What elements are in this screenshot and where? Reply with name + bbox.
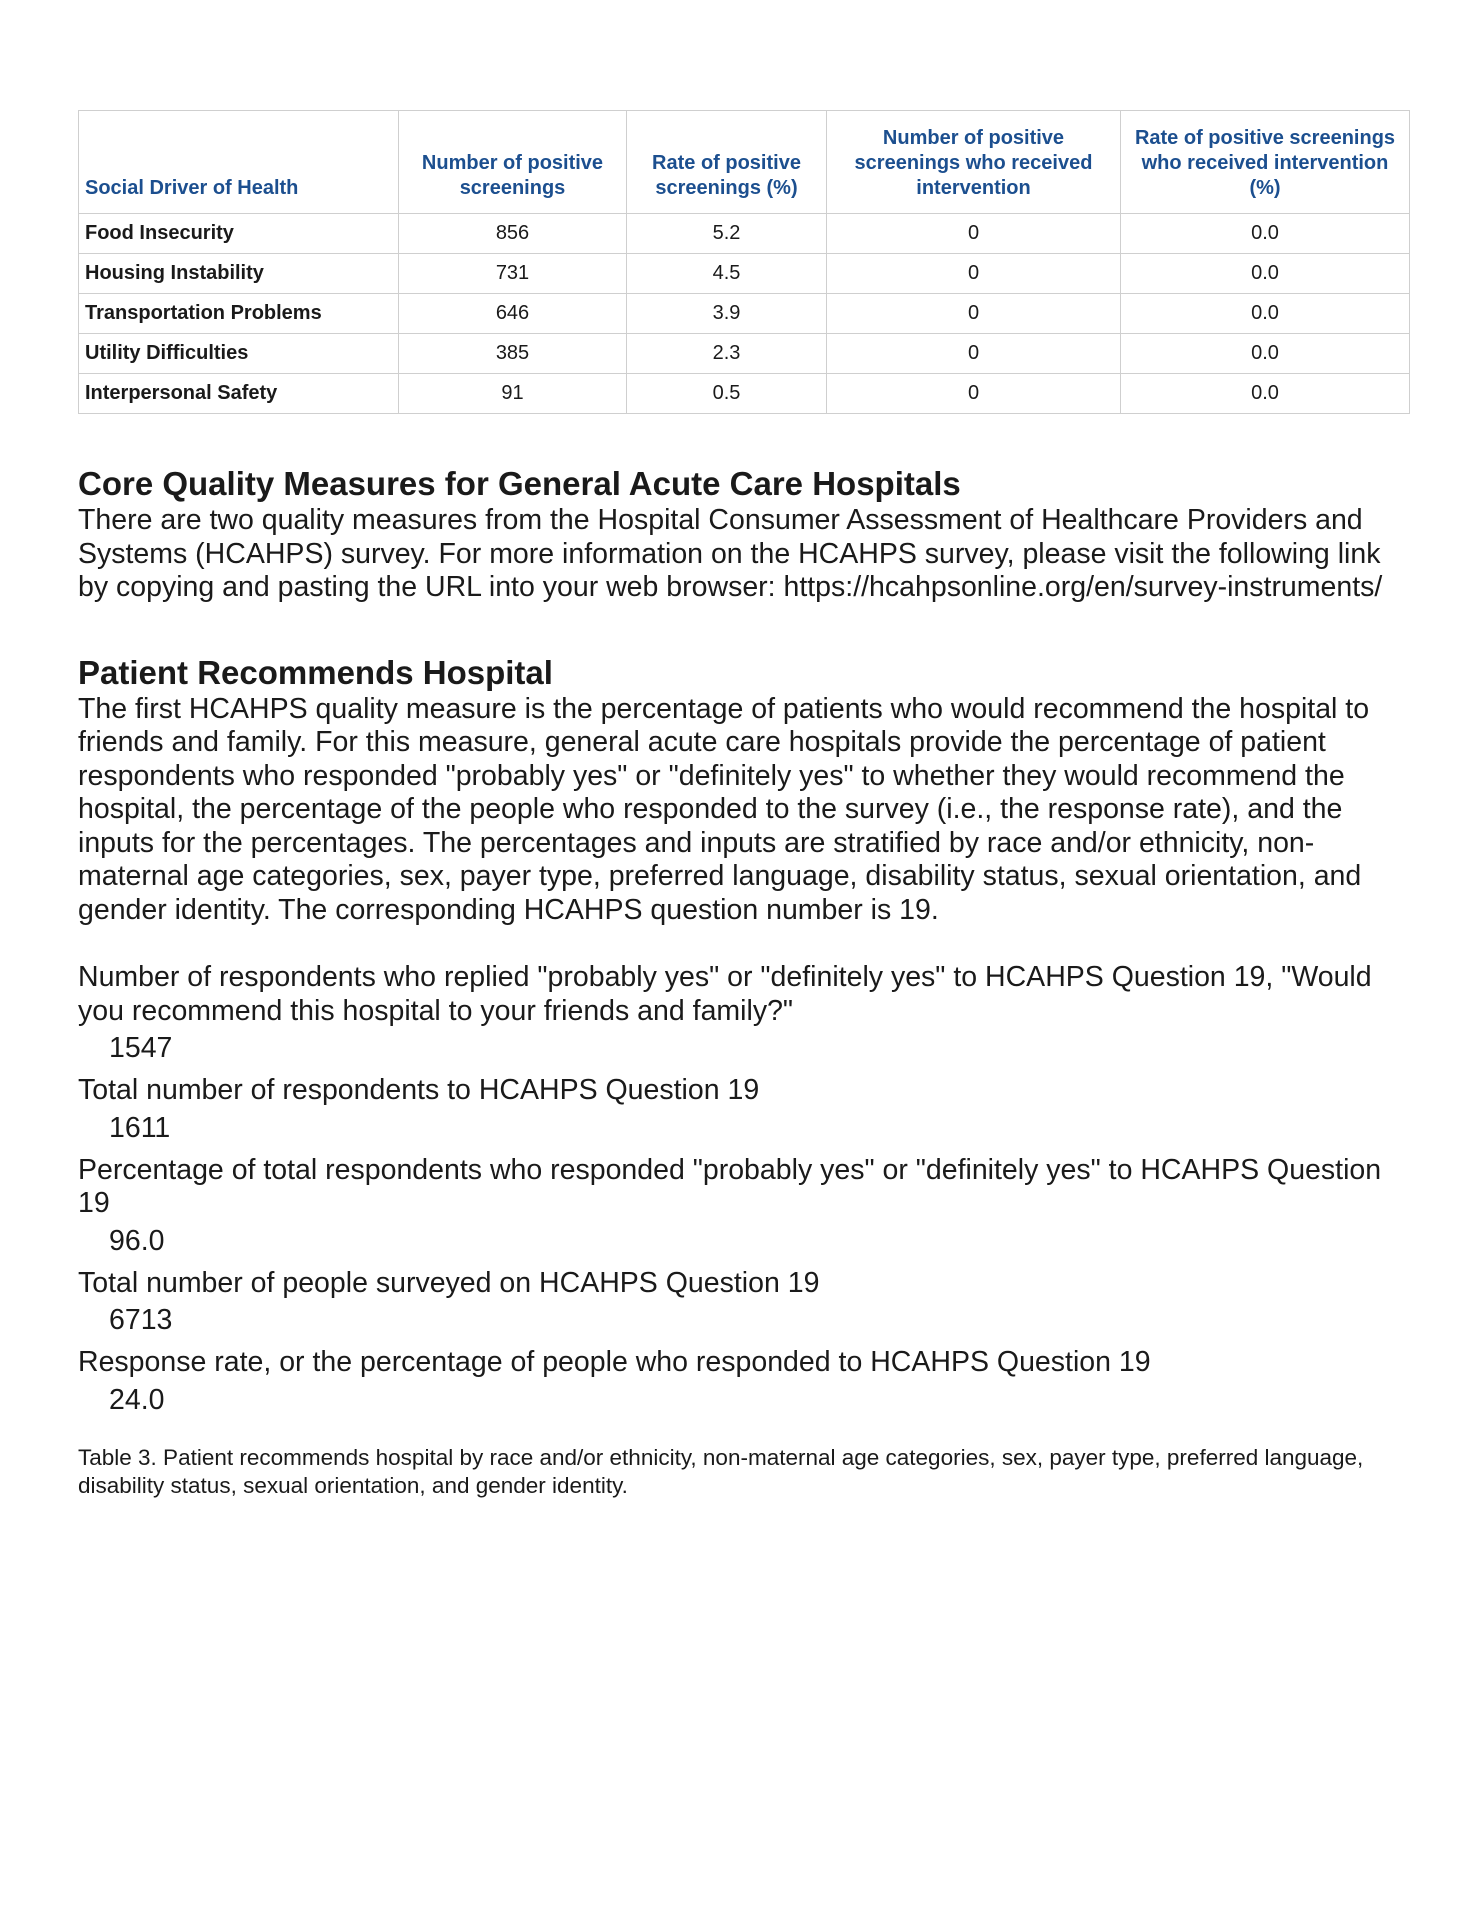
cell-positive: 385: [399, 334, 627, 374]
cell-intervention-rate: 0.0: [1121, 294, 1410, 334]
cell-intervention-rate: 0.0: [1121, 374, 1410, 414]
metric-item: [78, 1346, 1409, 1420]
table-row: [79, 374, 1410, 414]
cell-intervention: 0: [827, 374, 1121, 414]
recommends-heading: Patient Recommends Hospital: [78, 653, 553, 691]
cell-rate: 2.3: [627, 334, 827, 374]
table-row: [79, 334, 1410, 374]
cell-positive: 646: [399, 294, 627, 334]
cell-positive: 731: [399, 254, 627, 294]
core-quality-heading: Core Quality Measures for General Acute Care Hospitals: [78, 465, 961, 502]
table-row: [79, 254, 1410, 294]
col-header-intervention-rate: Rate of positive screenings who received intervention (%): [1121, 111, 1410, 214]
table-row: [79, 294, 1410, 334]
metric-value: 6713: [109, 1304, 173, 1336]
metric-label: Total number of people surveyed on HCAHPS Question 19: [78, 1266, 820, 1299]
metric-value: 1611: [109, 1111, 171, 1144]
document-page: [78, 110, 1409, 1500]
metric-value: 96.0: [109, 1224, 165, 1257]
col-header-positive: Number of positive screenings: [399, 111, 627, 214]
cell-intervention-rate: 0.0: [1121, 254, 1410, 294]
cell-intervention-rate: 0.0: [1121, 214, 1410, 254]
col-header-rate: Rate of positive screenings (%): [627, 111, 827, 214]
row-label: Housing Instability: [79, 254, 399, 294]
metric-value: 24.0: [109, 1383, 165, 1416]
row-label: Food Insecurity: [79, 214, 399, 254]
cell-intervention: 0: [827, 334, 1121, 374]
recommends-paragraph: The first HCAHPS quality measure is the percentage of patients who would recommend the hospital to friends and family. For this measure, general acute care hospitals provide the percentage of patient respondents who responded "probably yes" or "definitely yes" to whether they would recommend the hospital, the percentage of the people who responded to the survey (i.e., the response rate), and the inputs for the percentages. The percentages and inputs are stratified by race and/or ethnicity, non-maternal age categories, sex, payer type, preferred language, disability status, sexual orientation, and gender identity. The corresponding HCAHPS question number is 19.: [78, 692, 1370, 926]
row-label: Interpersonal Safety: [79, 374, 399, 414]
col-header-intervention: Number of positive screenings who received intervention: [827, 111, 1121, 214]
cell-intervention-rate: 0.0: [1121, 334, 1410, 374]
col-header-driver: Social Driver of Health: [79, 111, 399, 214]
metric-item: [78, 1154, 1409, 1261]
row-label: Transportation Problems: [79, 294, 399, 334]
cell-rate: 3.9: [627, 294, 827, 334]
cell-positive: 91: [399, 374, 627, 414]
metrics-list: [78, 961, 1409, 1420]
cell-rate: 4.5: [627, 254, 827, 294]
cell-intervention: 0: [827, 214, 1121, 254]
cell-rate: 0.5: [627, 374, 827, 414]
metric-item: [78, 1267, 1409, 1341]
cell-positive: 856: [399, 214, 627, 254]
cell-rate: 5.2: [627, 214, 827, 254]
row-label: Utility Difficulties: [79, 334, 399, 374]
metric-value: 1547: [109, 1032, 173, 1064]
sdoh-screening-table: [78, 110, 1410, 414]
metric-label: Number of respondents who replied "probably yes" or "definitely yes" to HCAHPS Question 19, "Would you recommend this hospital to your friends and family?": [78, 961, 1372, 1027]
metric-label: Response rate, or the percentage of people who responded to HCAHPS Question 19: [78, 1346, 1151, 1378]
cell-intervention: 0: [827, 254, 1121, 294]
table-row: [79, 214, 1410, 254]
metric-item: [78, 1074, 1409, 1148]
metric-label: Percentage of total respondents who responded "probably yes" or "definitely yes" to HCAHPS Question 19: [78, 1153, 1382, 1219]
metric-label: Total number of respondents to HCAHPS Question 19: [78, 1074, 760, 1106]
table-header-row: [79, 111, 1410, 214]
core-quality-paragraph: There are two quality measures from the Hospital Consumer Assessment of Healthcare Providers and Systems (HCAHPS) survey. For more information on the HCAHPS survey, please visit the following link by copying and pasting the URL into your web browser: https://hcahpsonline.org/en/survey-instruments/: [78, 504, 1383, 603]
cell-intervention: 0: [827, 294, 1121, 334]
table-caption: Table 3. Patient recommends hospital by race and/or ethnicity, non-maternal age categories, sex, payer type, preferred language, disability status, sexual orientation, and gender identity.: [78, 1444, 1364, 1498]
metric-item: [78, 961, 1409, 1068]
